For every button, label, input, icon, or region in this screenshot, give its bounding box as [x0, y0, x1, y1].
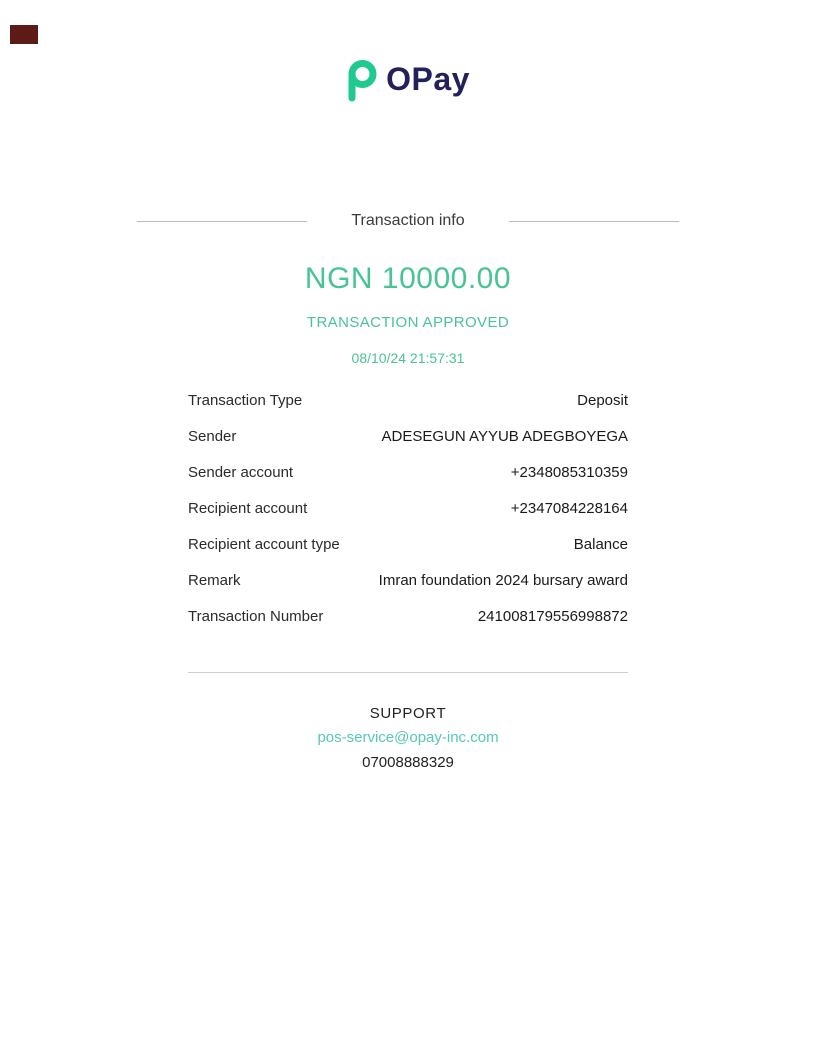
detail-value: Deposit	[577, 391, 628, 409]
brand-name: OPay	[386, 61, 470, 97]
detail-value: Imran foundation 2024 bursary award	[378, 571, 628, 589]
detail-value: +2347084228164	[510, 499, 628, 517]
section-title: Transaction info	[351, 212, 465, 229]
detail-value: ADESEGUN AYYUB ADEGBOYEGA	[381, 427, 628, 445]
table-row	[188, 562, 628, 598]
support-phone: 07008888329	[362, 754, 454, 771]
detail-value: Balance	[573, 535, 628, 553]
opay-logo	[0, 60, 816, 103]
detail-label: Transaction Number	[188, 607, 324, 625]
header-rule-left	[137, 221, 307, 222]
detail-label: Transaction Type	[188, 391, 303, 409]
transaction-amount: NGN 10000.00	[304, 262, 512, 295]
transaction-datetime: 08/10/24 21:57:31	[351, 350, 465, 366]
table-row	[188, 382, 628, 418]
opay-logo-icon	[346, 60, 377, 103]
support-title: SUPPORT	[369, 705, 447, 722]
header-rule-right	[509, 221, 679, 222]
corner-mark	[10, 25, 38, 44]
detail-label: Sender	[188, 427, 237, 445]
footer-divider	[188, 672, 628, 673]
section-header	[0, 213, 816, 229]
table-row	[188, 418, 628, 454]
transaction-status: TRANSACTION APPROVED	[306, 314, 510, 331]
detail-label: Sender account	[188, 463, 294, 481]
detail-label: Recipient account type	[188, 535, 340, 553]
transaction-details-table	[188, 382, 628, 634]
table-row	[188, 526, 628, 562]
detail-value: +2348085310359	[510, 463, 628, 481]
detail-label: Remark	[188, 571, 241, 589]
detail-label: Recipient account	[188, 499, 308, 517]
support-email-link[interactable]: pos-service@opay-inc.com	[317, 729, 499, 746]
table-row	[188, 490, 628, 526]
detail-value: 241008179556998872	[477, 607, 628, 625]
support-block	[0, 706, 816, 771]
table-row	[188, 598, 628, 634]
table-row	[188, 454, 628, 490]
